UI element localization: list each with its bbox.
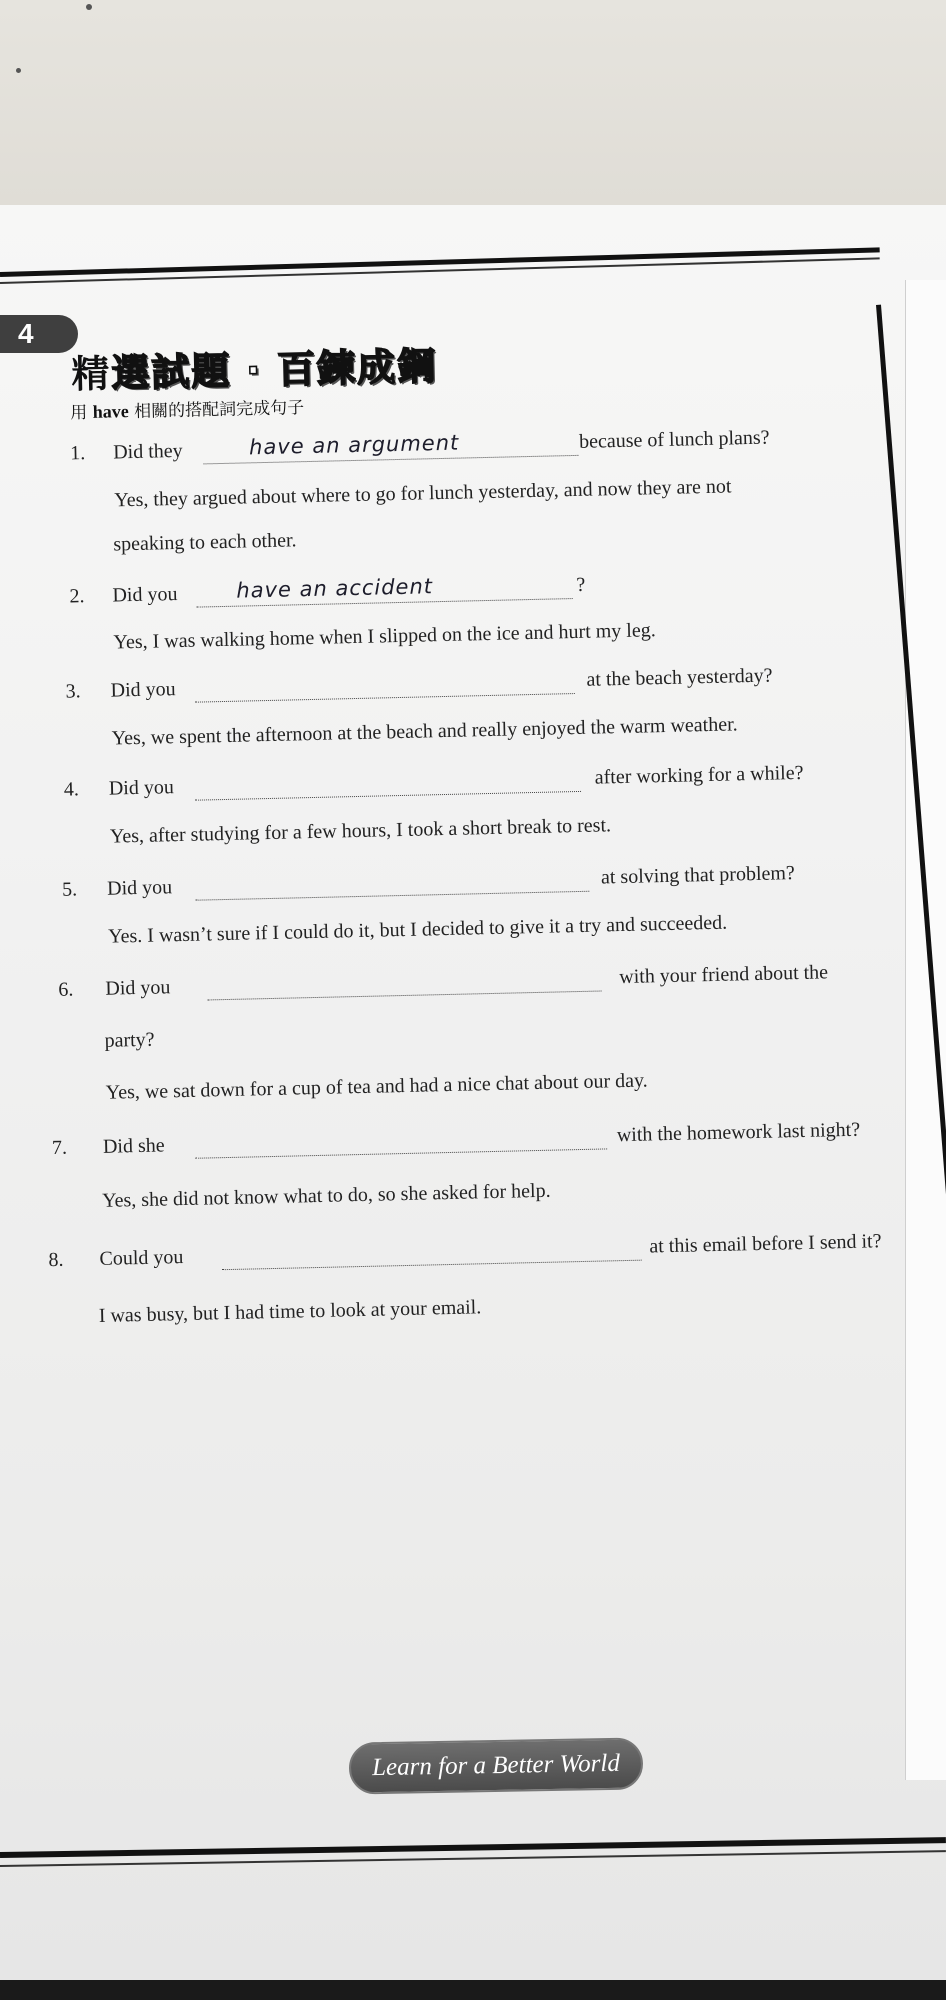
question-tail: because of lunch plans? <box>578 426 770 453</box>
question-8 <box>19 1228 899 1272</box>
question-number: 5. <box>61 878 78 901</box>
instruction-text <box>70 393 304 423</box>
question-number: 6. <box>58 978 74 1001</box>
question-continuation: party? <box>104 1028 155 1052</box>
answer-line: Yes, they argued about where to go for lunch yesterday, and now they are not <box>114 475 732 512</box>
answer-blank[interactable] <box>203 429 579 465</box>
answer-line: Yes, we sat down for a cup of tea and had a nice chat about our day. <box>105 1069 648 1104</box>
question-number: 8. <box>48 1248 64 1272</box>
question-tail: at this email before I send it? <box>649 1230 882 1258</box>
question-lead: Could you <box>99 1246 184 1270</box>
section-title-rest: 選試題 ‧ 百鍊成鋼 <box>110 344 438 396</box>
question-lead: Did she <box>102 1134 165 1158</box>
question-number: 3. <box>65 680 81 703</box>
question-6 <box>13 958 893 1001</box>
chapter-number-tab: 4 <box>0 315 78 353</box>
answer-blank[interactable] <box>195 765 582 801</box>
answer-line: speaking to each other. <box>113 529 297 556</box>
question-number: 2. <box>69 585 85 608</box>
answer-blank[interactable] <box>195 1122 608 1158</box>
question-tail: after working for a while? <box>594 761 804 789</box>
question-lead: Did you <box>106 876 173 900</box>
answer-line: Yes, she did not know what to do, so she asked for help. <box>101 1179 551 1212</box>
answer-blank[interactable] <box>194 667 575 703</box>
question-4 <box>9 758 889 801</box>
question-1 <box>1 422 881 465</box>
question-tail: at solving that problem? <box>600 862 796 889</box>
answer-blank[interactable] <box>196 572 573 608</box>
answer-line: Yes, I was walking home when I slipped on the ice and hurt my leg. <box>113 619 656 654</box>
answer-line: Yes, after studying for a few hours, I took a short break to rest. <box>109 814 612 848</box>
handwritten-answer: have an argument <box>248 430 460 460</box>
question-lead: Did you <box>105 976 171 1000</box>
question-tail: at the beach yesterday? <box>586 664 773 691</box>
answer-blank[interactable] <box>195 865 590 901</box>
question-tail: with your friend about the <box>619 961 829 989</box>
instruction-keyword: have <box>92 401 129 422</box>
section-title <box>71 335 438 398</box>
answer-line: I was busy, but I had time to look at your email. <box>98 1296 482 1327</box>
handwritten-answer: have an accident <box>236 574 434 603</box>
question-lead: Did they <box>112 439 183 464</box>
section-title-first: 精 <box>70 351 112 397</box>
instruction-post: 相關的搭配詞完成句子 <box>128 398 305 423</box>
question-2 <box>4 565 884 608</box>
question-7 <box>17 1116 897 1160</box>
answer-line: Yes, we spent the afternoon at the beach and really enjoyed the warm weather. <box>111 713 738 750</box>
question-tail: with the homework last night? <box>616 1118 861 1147</box>
answer-blank[interactable] <box>207 965 602 1001</box>
question-lead: Did you <box>110 678 176 702</box>
question-lead: Did you <box>112 583 178 607</box>
footer-slogan-badge: Learn for a Better World <box>349 1737 644 1794</box>
question-5 <box>11 858 891 901</box>
question-lead: Did you <box>108 776 175 800</box>
question-number: 7. <box>51 1136 68 1160</box>
question-3 <box>6 660 886 703</box>
question-number: 4. <box>63 778 80 801</box>
instruction-pre: 用 <box>70 402 93 424</box>
question-number: 1. <box>69 442 86 465</box>
question-tail: ? <box>576 573 586 596</box>
answer-blank[interactable] <box>221 1234 642 1271</box>
answer-line: Yes. I wasn’t sure if I could do it, but I decided to give it a try and succeeded. <box>107 911 728 948</box>
